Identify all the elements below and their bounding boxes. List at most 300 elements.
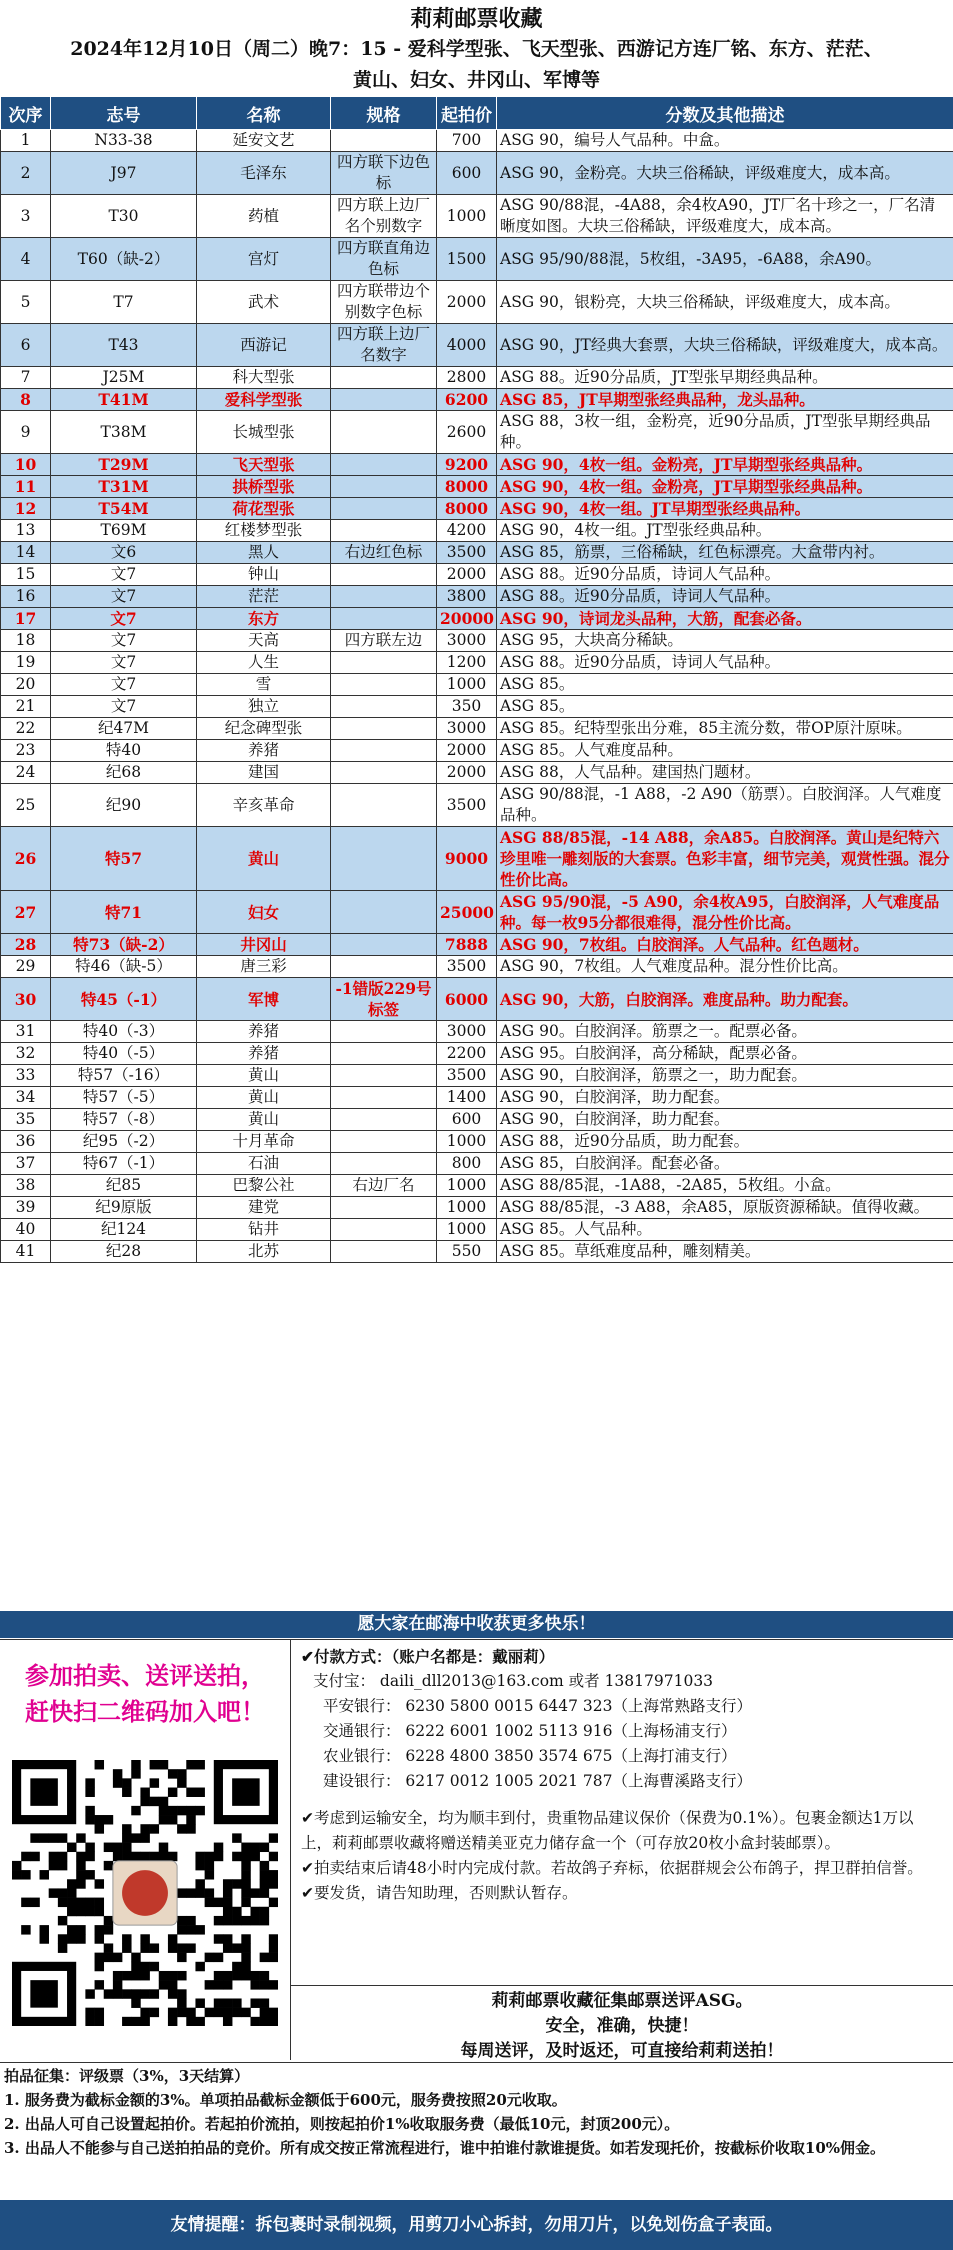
- cell-desc: ASG 85，筋票，三俗稀缺，红色标漂亮。大盒带内衬。: [497, 542, 953, 564]
- cell-spec: 四方联上边厂名个别数字: [331, 195, 437, 238]
- cell-spec: [331, 454, 437, 476]
- cell-desc: ASG 85。: [497, 696, 953, 718]
- cell-price: 4200: [437, 520, 497, 542]
- cell-name: 拱桥型张: [197, 476, 331, 498]
- cell-price: 3500: [437, 956, 497, 978]
- cell-desc: ASG 90，7枚组。白胶润泽。人气品种。红色题材。: [497, 934, 953, 956]
- cell-spec: [331, 1153, 437, 1175]
- cell-order: 15: [1, 564, 51, 586]
- cell-spec: 四方联上边厂名数字: [331, 324, 437, 367]
- cell-code: 特57: [51, 827, 197, 891]
- cell-name: 井冈山: [197, 934, 331, 956]
- slogan: [291, 1985, 953, 2062]
- cell-order: 27: [1, 891, 51, 934]
- cell-order: 9: [1, 411, 51, 454]
- cell-desc: ASG 88/85混，-3 A88，余A85，原版资源稀缺。值得收藏。: [497, 1197, 953, 1219]
- cell-price: 1000: [437, 195, 497, 238]
- cell-price: 8000: [437, 498, 497, 520]
- promo-panel: [0, 1640, 291, 2060]
- cell-order: 21: [1, 696, 51, 718]
- cell-code: 纪85: [51, 1175, 197, 1197]
- table-row: [1, 978, 953, 1021]
- cell-name: 钟山: [197, 564, 331, 586]
- bank-line: 建设银行： 6217 0012 1005 2021 787（上海曹溪路支行）: [323, 1772, 753, 1790]
- cell-desc: ASG 90/88混，-1 A88，-2 A90（筋票）。白胶润泽。人气难度品种。: [497, 784, 953, 827]
- cell-code: 特40（-3）: [51, 1021, 197, 1043]
- rule-item: 2. 出品人可自己设置起拍价。若起拍价流拍，则按起拍价1%收取服务费（最低10元，封顶200元）。: [4, 2115, 680, 2133]
- cell-desc: ASG 90，金粉亮。大块三俗稀缺，评级难度大，成本高。: [497, 152, 953, 195]
- cell-order: 2: [1, 152, 51, 195]
- cell-desc: ASG 90，白胶润泽，助力配套。: [497, 1087, 953, 1109]
- cell-code: 纪47M: [51, 718, 197, 740]
- cell-code: T41M: [51, 389, 197, 411]
- cell-name: 纪念碑型张: [197, 718, 331, 740]
- col-header-order: 次序: [1, 97, 51, 130]
- cell-code: 特57（-5）: [51, 1087, 197, 1109]
- cell-order: 14: [1, 542, 51, 564]
- cell-order: 8: [1, 389, 51, 411]
- table-row: [1, 956, 953, 978]
- cell-spec: [331, 1219, 437, 1241]
- cell-code: T60（缺-2）: [51, 238, 197, 281]
- cell-name: 人生: [197, 652, 331, 674]
- bank-line: 交通银行： 6222 6001 1002 5113 916（上海杨浦支行）: [323, 1722, 737, 1740]
- payment-deadline-note: ✔拍卖结束后请48小时内完成付款。若故鸽子弃标，依据群规会公布鸽子，捍卫群拍信誉。: [301, 1859, 923, 1877]
- cell-price: 1000: [437, 674, 497, 696]
- consignment-rules: [4, 2064, 949, 2160]
- cell-order: 20: [1, 674, 51, 696]
- cell-price: 1000: [437, 1197, 497, 1219]
- cell-spec: [331, 476, 437, 498]
- divider: [0, 2062, 953, 2063]
- cell-code: 特45（-1）: [51, 978, 197, 1021]
- cell-price: 2600: [437, 411, 497, 454]
- cell-name: 军博: [197, 978, 331, 1021]
- cell-name: 荷花型张: [197, 498, 331, 520]
- cell-name: 宫灯: [197, 238, 331, 281]
- cell-desc: ASG 85。纪特型张出分难，85主流分数，带OP原汁原味。: [497, 718, 953, 740]
- cell-order: 16: [1, 586, 51, 608]
- cell-code: T43: [51, 324, 197, 367]
- cell-order: 34: [1, 1087, 51, 1109]
- header: [0, 0, 953, 96]
- cell-order: 7: [1, 367, 51, 389]
- table-row: [1, 1087, 953, 1109]
- cell-code: 文6: [51, 542, 197, 564]
- cell-order: 28: [1, 934, 51, 956]
- cell-price: 1000: [437, 1131, 497, 1153]
- cell-price: 2000: [437, 762, 497, 784]
- table-row: [1, 564, 953, 586]
- table-row: [1, 1021, 953, 1043]
- cell-code: 特71: [51, 891, 197, 934]
- cell-order: 19: [1, 652, 51, 674]
- cell-name: 十月革命: [197, 1131, 331, 1153]
- cell-spec: 右边红色标: [331, 542, 437, 564]
- cell-price: 3000: [437, 630, 497, 652]
- cell-name: 黄山: [197, 1109, 331, 1131]
- cell-spec: [331, 891, 437, 934]
- table-row: [1, 367, 953, 389]
- cell-spec: [331, 1021, 437, 1043]
- table-row: [1, 827, 953, 891]
- cell-code: 特40（-5）: [51, 1043, 197, 1065]
- cell-spec: [331, 934, 437, 956]
- cell-order: 37: [1, 1153, 51, 1175]
- table-row: [1, 1219, 953, 1241]
- cell-name: 茫茫: [197, 586, 331, 608]
- cell-price: 25000: [437, 891, 497, 934]
- cell-price: 2000: [437, 740, 497, 762]
- cell-desc: ASG 90，4枚一组。JT早期型张经典品种。: [497, 498, 953, 520]
- cell-price: 3500: [437, 542, 497, 564]
- cell-code: 特57（-16）: [51, 1065, 197, 1087]
- table-row: [1, 1109, 953, 1131]
- cell-spec: [331, 520, 437, 542]
- table-row: [1, 152, 953, 195]
- table-row: [1, 130, 953, 152]
- info-panel: [295, 1640, 950, 1906]
- cell-code: 特40: [51, 740, 197, 762]
- cell-name: 天高: [197, 630, 331, 652]
- cell-desc: ASG 88，人气品种。建国热门题材。: [497, 762, 953, 784]
- cell-price: 8000: [437, 476, 497, 498]
- table-row: [1, 542, 953, 564]
- cell-spec: [331, 674, 437, 696]
- cell-name: 东方: [197, 608, 331, 630]
- table-row: [1, 652, 953, 674]
- cell-order: 39: [1, 1197, 51, 1219]
- cell-spec: [331, 1043, 437, 1065]
- cell-code: J25M: [51, 367, 197, 389]
- cell-name: 石油: [197, 1153, 331, 1175]
- cell-spec: [331, 1065, 437, 1087]
- col-header-name: 名称: [197, 97, 331, 130]
- cell-order: 41: [1, 1241, 51, 1263]
- cell-code: J97: [51, 152, 197, 195]
- cell-price: 700: [437, 130, 497, 152]
- cell-order: 40: [1, 1219, 51, 1241]
- cell-order: 6: [1, 324, 51, 367]
- cell-price: 9000: [437, 827, 497, 891]
- cell-name: 独立: [197, 696, 331, 718]
- payment-heading: ✔付款方式：（账户名都是：戴丽莉）: [301, 1647, 555, 1666]
- cell-name: 建国: [197, 762, 331, 784]
- table-row: [1, 1153, 953, 1175]
- cell-code: T30: [51, 195, 197, 238]
- cell-price: 1000: [437, 1175, 497, 1197]
- cell-spec: [331, 1241, 437, 1263]
- bank-line: 农业银行： 6228 4800 3850 3574 675（上海打浦支行）: [323, 1747, 737, 1765]
- cell-desc: ASG 90，白胶润泽，筋票之一，助力配套。: [497, 1065, 953, 1087]
- table-row: [1, 740, 953, 762]
- table-header-row: [1, 97, 953, 130]
- cell-order: 24: [1, 762, 51, 784]
- table-row: [1, 454, 953, 476]
- cell-desc: ASG 90，编号人气品种。中盒。: [497, 130, 953, 152]
- slogan-line-3: 每周送评，及时返还，可直接给莉莉送拍！: [460, 2041, 784, 2061]
- cell-order: 35: [1, 1109, 51, 1131]
- col-header-price: 起拍价: [437, 97, 497, 130]
- cell-name: 养猪: [197, 740, 331, 762]
- cell-spec: 四方联直角边色标: [331, 238, 437, 281]
- cell-desc: ASG 85。人气品种。: [497, 1219, 953, 1241]
- table-row: [1, 934, 953, 956]
- cell-name: 科大型张: [197, 367, 331, 389]
- cell-spec: [331, 827, 437, 891]
- cell-code: 文7: [51, 652, 197, 674]
- cell-code: 文7: [51, 608, 197, 630]
- cell-desc: ASG 88。近90分品质，诗词人气品种。: [497, 586, 953, 608]
- cell-code: T69M: [51, 520, 197, 542]
- cell-desc: ASG 90。白胶润泽。筋票之一。配票必备。: [497, 1021, 953, 1043]
- cell-spec: [331, 718, 437, 740]
- alipay-line: 支付宝： daili_dll2013@163.com 或者 13817971033: [313, 1672, 714, 1690]
- table-row: [1, 281, 953, 324]
- lots-table-body: [1, 130, 953, 1263]
- cell-desc: ASG 95。白胶润泽，高分稀缺，配票必备。: [497, 1043, 953, 1065]
- cell-spec: -1错版229号标签: [331, 978, 437, 1021]
- cell-order: 30: [1, 978, 51, 1021]
- cell-code: 特46（缺-5）: [51, 956, 197, 978]
- cell-desc: ASG 88。近90分品质，JT型张早期经典品种。: [497, 367, 953, 389]
- cell-price: 7888: [437, 934, 497, 956]
- cell-price: 3500: [437, 784, 497, 827]
- cell-desc: ASG 88。近90分品质，诗词人气品种。: [497, 564, 953, 586]
- cell-code: 文7: [51, 586, 197, 608]
- qr-code-icon[interactable]: [12, 1760, 278, 2026]
- cell-spec: [331, 762, 437, 784]
- cell-name: 黑人: [197, 542, 331, 564]
- cell-price: 3500: [437, 1065, 497, 1087]
- cell-spec: [331, 1131, 437, 1153]
- cell-desc: ASG 95/90混，-5 A90，余4枚A95，白胶润泽，人气难度品种。每一枚95分都很难得，混分性价比高。: [497, 891, 953, 934]
- cell-spec: 四方联下边色标: [331, 152, 437, 195]
- col-header-desc: 分数及其他描述: [497, 97, 953, 130]
- promo-line-2: 赶快扫二维码加入吧！: [25, 1697, 265, 1726]
- cell-name: 药植: [197, 195, 331, 238]
- cell-spec: 右边厂名: [331, 1175, 437, 1197]
- cell-spec: [331, 956, 437, 978]
- cell-order: 12: [1, 498, 51, 520]
- cell-code: T7: [51, 281, 197, 324]
- cell-code: T38M: [51, 411, 197, 454]
- promo-text: [0, 1658, 290, 1730]
- cell-order: 13: [1, 520, 51, 542]
- cell-desc: ASG 85，白胶润泽。配套必备。: [497, 1153, 953, 1175]
- table-row: [1, 1065, 953, 1087]
- cell-name: 养猪: [197, 1021, 331, 1043]
- cell-desc: ASG 85，JT早期型张经典品种，龙头品种。: [497, 389, 953, 411]
- cell-desc: ASG 90，诗词龙头品种，大筋，配套必备。: [497, 608, 953, 630]
- cell-desc: ASG 90/88混，-4A88，余4枚A90，JT厂名十珍之一，厂名清晰度如图。大块三俗稀缺，评级难度大，成本高。: [497, 195, 953, 238]
- cell-desc: ASG 90，白胶润泽，助力配套。: [497, 1109, 953, 1131]
- cell-order: 32: [1, 1043, 51, 1065]
- cell-price: 3800: [437, 586, 497, 608]
- cell-price: 1200: [437, 652, 497, 674]
- cell-desc: ASG 90，大筋，白胶润泽。难度品种。助力配套。: [497, 978, 953, 1021]
- cell-code: 纪124: [51, 1219, 197, 1241]
- cell-spec: [331, 652, 437, 674]
- cell-name: 武术: [197, 281, 331, 324]
- table-row: [1, 630, 953, 652]
- cell-order: 4: [1, 238, 51, 281]
- cell-code: 特67（-1）: [51, 1153, 197, 1175]
- table-row: [1, 1241, 953, 1263]
- cell-order: 5: [1, 281, 51, 324]
- cell-spec: [331, 784, 437, 827]
- banner-top: 愿大家在邮海中收获更多快乐！: [0, 1611, 953, 1638]
- cell-name: 北苏: [197, 1241, 331, 1263]
- cell-code: 文7: [51, 674, 197, 696]
- table-row: [1, 520, 953, 542]
- table-row: [1, 762, 953, 784]
- cell-spec: [331, 1109, 437, 1131]
- cell-order: 33: [1, 1065, 51, 1087]
- table-row: [1, 784, 953, 827]
- cell-code: 文7: [51, 696, 197, 718]
- table-row: [1, 891, 953, 934]
- table-row: [1, 411, 953, 454]
- col-header-code: 志号: [51, 97, 197, 130]
- cell-order: 18: [1, 630, 51, 652]
- cell-desc: ASG 90，JT经典大套票，大块三俗稀缺，评级难度大，成本高。: [497, 324, 953, 367]
- cell-price: 2200: [437, 1043, 497, 1065]
- table-row: [1, 718, 953, 740]
- cell-name: 延安文艺: [197, 130, 331, 152]
- cell-price: 2000: [437, 564, 497, 586]
- subtitle-line-2: 黄山、妇女、井冈山、军博等: [352, 69, 600, 91]
- cell-code: 特57（-8）: [51, 1109, 197, 1131]
- cell-name: 雪: [197, 674, 331, 696]
- cell-order: 25: [1, 784, 51, 827]
- subtitle-line-1: 2024年12月10日（周二）晚7：15 - 爱科学型张、飞天型张、西游记方连厂铭、东方、茫茫、: [70, 38, 883, 60]
- cell-code: 纪28: [51, 1241, 197, 1263]
- cell-desc: ASG 90，4枚一组。金粉亮，JT早期型张经典品种。: [497, 454, 953, 476]
- col-header-spec: 规格: [331, 97, 437, 130]
- cell-name: 妇女: [197, 891, 331, 934]
- cell-desc: ASG 95，大块高分稀缺。: [497, 630, 953, 652]
- cell-price: 6000: [437, 978, 497, 1021]
- cell-price: 4000: [437, 324, 497, 367]
- table-row: [1, 195, 953, 238]
- cell-price: 600: [437, 152, 497, 195]
- cell-name: 黄山: [197, 1087, 331, 1109]
- table-row: [1, 476, 953, 498]
- cell-spec: [331, 1197, 437, 1219]
- cell-price: 1500: [437, 238, 497, 281]
- cell-order: 38: [1, 1175, 51, 1197]
- cell-price: 350: [437, 696, 497, 718]
- cell-name: 黄山: [197, 1065, 331, 1087]
- cell-spec: [331, 367, 437, 389]
- cell-code: 纪68: [51, 762, 197, 784]
- shipping-note: ✔考虑到运输安全，均为顺丰到付，贵重物品建议保价（保费为0.1%）。包裹金额达1万以上，莉莉邮票收藏将赠送精美亚克力储存盒一个（可存放20枚小盒封装邮票）。: [301, 1809, 914, 1852]
- lots-table: [0, 96, 953, 1263]
- cell-spec: [331, 130, 437, 152]
- cell-spec: [331, 564, 437, 586]
- cell-price: 1400: [437, 1087, 497, 1109]
- cell-code: 纪95（-2）: [51, 1131, 197, 1153]
- table-row: [1, 498, 953, 520]
- cell-price: 550: [437, 1241, 497, 1263]
- table-row: [1, 1175, 953, 1197]
- cell-name: 辛亥革命: [197, 784, 331, 827]
- banner-bottom: 友情提醒：拆包裹时录制视频，用剪刀小心拆封，勿用刀片，以免划伤盒子表面。: [0, 2200, 953, 2250]
- cell-name: 西游记: [197, 324, 331, 367]
- cell-spec: [331, 411, 437, 454]
- cell-spec: [331, 696, 437, 718]
- table-row: [1, 389, 953, 411]
- cell-desc: ASG 90，4枚一组。金粉亮，JT早期型张经典品种。: [497, 476, 953, 498]
- cell-price: 2800: [437, 367, 497, 389]
- cell-desc: ASG 90，4枚一组。JT型张经典品种。: [497, 520, 953, 542]
- cell-order: 17: [1, 608, 51, 630]
- page-title: 莉莉邮票收藏: [410, 6, 543, 32]
- cell-spec: [331, 740, 437, 762]
- cell-name: 唐三彩: [197, 956, 331, 978]
- cell-name: 钻井: [197, 1219, 331, 1241]
- cell-spec: 四方联左边: [331, 630, 437, 652]
- cell-desc: ASG 88，近90分品质，助力配套。: [497, 1131, 953, 1153]
- cell-code: 文7: [51, 630, 197, 652]
- rules-heading: 拍品征集：评级票（3%，3天结算）: [4, 2067, 250, 2085]
- cell-code: T31M: [51, 476, 197, 498]
- cell-price: 800: [437, 1153, 497, 1175]
- table-row: [1, 674, 953, 696]
- cell-price: 1000: [437, 1219, 497, 1241]
- cell-order: 26: [1, 827, 51, 891]
- cell-price: 9200: [437, 454, 497, 476]
- cell-price: 20000: [437, 608, 497, 630]
- cell-order: 31: [1, 1021, 51, 1043]
- table-row: [1, 238, 953, 281]
- bank-line: 平安银行： 6230 5800 0015 6447 323（上海常熟路支行）: [323, 1697, 753, 1715]
- cell-order: 29: [1, 956, 51, 978]
- delivery-note: ✔要发货，请告知助理，否则默认暂存。: [301, 1884, 578, 1902]
- cell-desc: ASG 90，7枚组。人气难度品种。混分性价比高。: [497, 956, 953, 978]
- table-row: [1, 586, 953, 608]
- cell-price: 3000: [437, 718, 497, 740]
- cell-desc: ASG 88/85混，-14 A88，余A85。白胶润泽。黄山是纪特六珍里唯一雕刻版的大套票。色彩丰富，细节完美，观赏性强。混分性价比高。: [497, 827, 953, 891]
- cell-order: 1: [1, 130, 51, 152]
- cell-price: 2000: [437, 281, 497, 324]
- slogan-line-1: 莉莉邮票收藏征集邮票送评ASG。: [491, 1991, 753, 2011]
- table-row: [1, 1131, 953, 1153]
- cell-spec: [331, 586, 437, 608]
- table-row: [1, 608, 953, 630]
- cell-desc: ASG 88/85混，-1A88，-2A85，5枚组。小盒。: [497, 1175, 953, 1197]
- cell-name: 建党: [197, 1197, 331, 1219]
- cell-name: 黄山: [197, 827, 331, 891]
- promo-line-1: 参加拍卖、送评送拍，: [25, 1661, 265, 1690]
- table-row: [1, 1043, 953, 1065]
- rule-item: 1. 服务费为截标金额的3%。单项拍品截标金额低于600元，服务费按照20元收取。: [4, 2091, 567, 2109]
- cell-price: 6200: [437, 389, 497, 411]
- cell-name: 飞天型张: [197, 454, 331, 476]
- cell-name: 养猪: [197, 1043, 331, 1065]
- cell-code: 纪9原版: [51, 1197, 197, 1219]
- cell-order: 22: [1, 718, 51, 740]
- cell-desc: ASG 85。人气难度品种。: [497, 740, 953, 762]
- cell-price: 600: [437, 1109, 497, 1131]
- cell-name: 巴黎公社: [197, 1175, 331, 1197]
- table-row: [1, 1197, 953, 1219]
- cell-order: 23: [1, 740, 51, 762]
- cell-code: 纪90: [51, 784, 197, 827]
- cell-code: N33-38: [51, 130, 197, 152]
- cell-spec: [331, 389, 437, 411]
